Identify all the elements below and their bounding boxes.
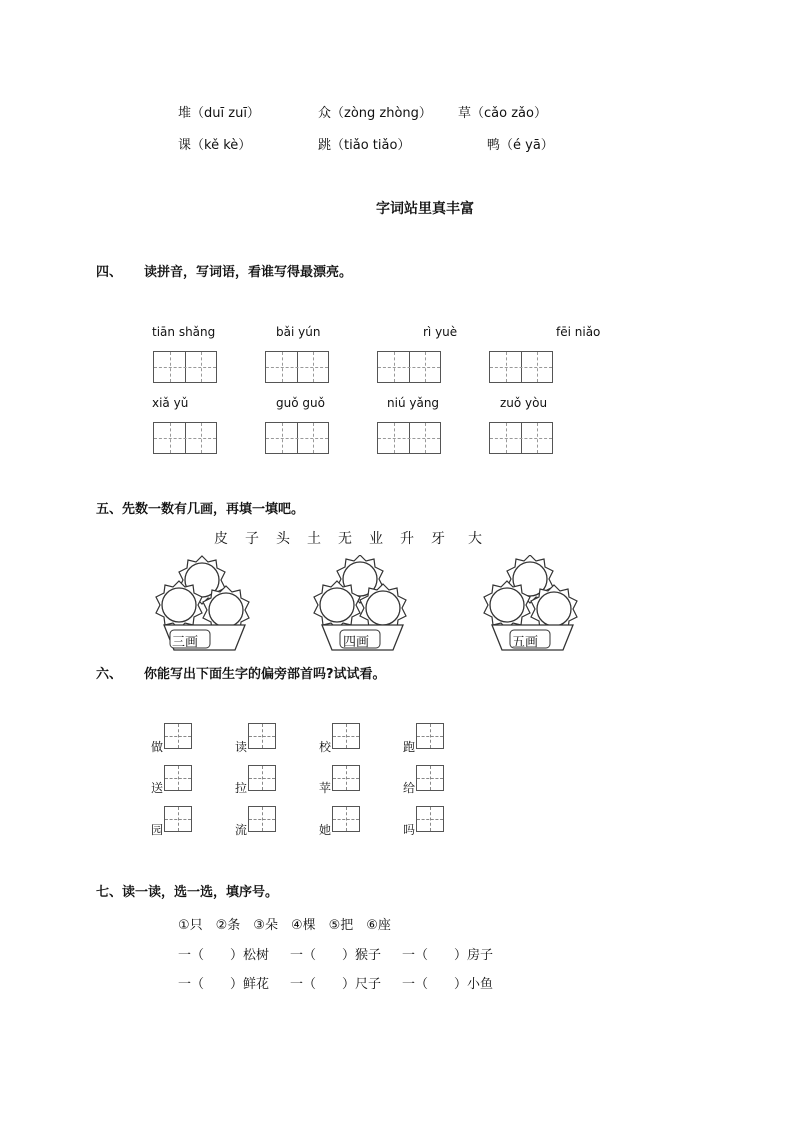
pinyin-label: xiǎ yǔ — [152, 396, 189, 410]
writing-grid[interactable] — [489, 351, 553, 383]
stroke-char-list — [214, 528, 499, 548]
polyphone-pinyin: （zòng zhòng） — [331, 106, 432, 121]
basket-label: 三画 — [172, 635, 199, 650]
radical-char: 跑 — [403, 740, 416, 754]
writing-grid[interactable] — [377, 351, 441, 383]
polyphone-item — [318, 134, 410, 153]
basket-label: 五画 — [512, 635, 539, 650]
stroke-char: 子 — [245, 531, 259, 547]
pinyin-label: rì yuè — [423, 325, 458, 339]
writing-grid[interactable] — [153, 422, 217, 454]
writing-grid[interactable] — [265, 351, 329, 383]
fill-blank-item[interactable]: 一（ ）鲜花 — [178, 977, 270, 992]
stroke-char: 牙 — [431, 531, 445, 547]
polyphone-pinyin: （duī zuī） — [191, 106, 260, 121]
radical-char: 她 — [319, 823, 332, 837]
polyphone-pinyin: （tiǎo tiǎo） — [331, 138, 411, 153]
polyphone-char: 草 — [458, 106, 472, 121]
q7-instruction: 七、读一读，选一选，填序号。 — [96, 885, 279, 900]
pinyin-label: tiān shǎng — [152, 325, 216, 339]
basket — [156, 556, 249, 650]
q4-instruction: 读拼音，写词语，看谁写得最漂亮。 — [144, 265, 353, 280]
stroke-char: 无 — [338, 531, 352, 547]
radical-box[interactable] — [164, 765, 192, 791]
stroke-char: 皮 — [214, 531, 228, 547]
pinyin-label: bǎi yún — [276, 325, 321, 339]
pinyin-label: guǒ guǒ — [276, 396, 325, 410]
polyphone-pinyin: （cǎo zǎo） — [471, 106, 547, 121]
radical-char: 做 — [151, 740, 164, 754]
q6-instruction: 你能写出下面生字的偏旁部首吗?试试看。 — [144, 667, 386, 682]
polyphone-char: 跳 — [318, 138, 332, 153]
measure-word-options: ①只 ②条 ③朵 ④棵 ⑤把 ⑥座 — [178, 918, 391, 933]
stroke-char: 业 — [369, 531, 383, 547]
radical-box[interactable] — [332, 765, 360, 791]
polyphone-item — [487, 134, 554, 153]
polyphone-pinyin: （é yā） — [500, 138, 554, 153]
radical-box[interactable] — [332, 723, 360, 749]
radical-char: 园 — [151, 823, 164, 837]
writing-grid[interactable] — [265, 422, 329, 454]
radical-char: 送 — [151, 781, 164, 795]
writing-grid[interactable] — [153, 351, 217, 383]
fill-blank-item[interactable]: 一（ ）房子 — [402, 948, 494, 963]
polyphone-char: 鸭 — [487, 138, 501, 153]
radical-box[interactable] — [164, 723, 192, 749]
stroke-char: 土 — [307, 531, 321, 547]
radical-char: 流 — [235, 823, 248, 837]
polyphone-pinyin: （kě kè） — [191, 138, 252, 153]
radical-box[interactable] — [248, 765, 276, 791]
radical-box[interactable] — [416, 765, 444, 791]
pinyin-label: fēi niǎo — [556, 325, 601, 339]
writing-grid[interactable] — [489, 422, 553, 454]
radical-box[interactable] — [248, 723, 276, 749]
radical-box[interactable] — [416, 723, 444, 749]
radical-box[interactable] — [248, 806, 276, 832]
basket-label: 四画 — [343, 635, 370, 650]
polyphone-char: 众 — [318, 106, 332, 121]
fill-blank-item[interactable]: 一（ ）松树 — [178, 948, 270, 963]
radical-box[interactable] — [332, 806, 360, 832]
radical-char: 苹 — [319, 781, 332, 795]
radical-char: 读 — [235, 740, 248, 754]
polyphone-item — [178, 134, 251, 153]
polyphone-item — [178, 102, 260, 121]
writing-grid[interactable] — [377, 422, 441, 454]
q6-number: 六、 — [96, 667, 123, 682]
fill-blank-item[interactable]: 一（ ）尺子 — [290, 977, 382, 992]
radical-char: 给 — [403, 781, 416, 795]
radical-box[interactable] — [164, 806, 192, 832]
radical-char: 拉 — [235, 781, 248, 795]
radical-box[interactable] — [416, 806, 444, 832]
pinyin-label: zuǒ yòu — [500, 396, 548, 410]
stroke-char: 升 — [400, 531, 414, 547]
polyphone-item — [458, 102, 547, 121]
polyphone-item — [318, 102, 432, 121]
q4-number: 四、 — [96, 265, 123, 280]
stroke-char: 大 — [468, 531, 482, 547]
stroke-char: 头 — [276, 531, 290, 547]
fill-blank-item[interactable]: 一（ ）小鱼 — [402, 977, 494, 992]
polyphone-char: 堆 — [178, 106, 192, 121]
fill-blank-item[interactable]: 一（ ）猴子 — [290, 948, 382, 963]
radical-char: 吗 — [403, 823, 416, 837]
pinyin-label: niú yǎng — [387, 396, 440, 410]
section-title: 字词站里真丰富 — [376, 201, 474, 217]
q5-instruction: 五、先数一数有几画，再填一填吧。 — [96, 502, 305, 517]
radical-char: 校 — [319, 740, 332, 754]
polyphone-char: 课 — [178, 138, 192, 153]
